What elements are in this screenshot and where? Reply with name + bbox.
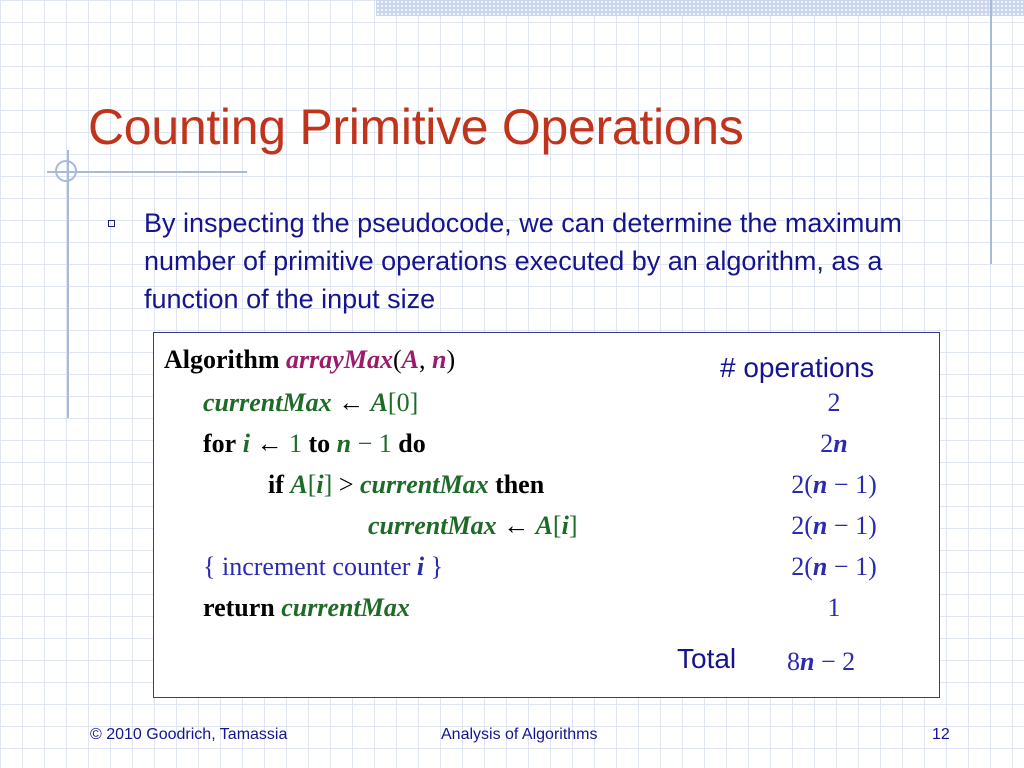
assign-arrow: ← [256, 429, 283, 458]
right-decoration-line [990, 0, 992, 264]
left-decoration-line [67, 150, 69, 418]
op-count-3: 2(n − 1) [791, 470, 877, 499]
array-a: A [370, 388, 388, 417]
algorithm-header-line: Algorithm arrayMax(A, n) [164, 345, 456, 374]
algorithm-name: arrayMax [286, 345, 393, 374]
do-keyword: do [398, 429, 426, 458]
var-n: n [336, 429, 352, 458]
op-count-4: 2(n − 1) [791, 511, 877, 540]
slide-title: Counting Primitive Operations [88, 99, 744, 155]
op-count-6: 1 [827, 593, 841, 622]
for-keyword: for [203, 429, 237, 458]
var-i: i [416, 552, 425, 581]
param-n: n [431, 345, 447, 374]
start-one: 1 [288, 429, 302, 458]
page-number: 12 [932, 726, 950, 743]
then-keyword: then [495, 470, 545, 499]
comment-text: increment counter [221, 552, 411, 581]
title-ornament-circle [55, 160, 77, 182]
operations-header: # operations [720, 352, 875, 383]
minus-sign: − [357, 429, 373, 458]
var-i: i [561, 511, 569, 540]
op-count-1: 2 [827, 388, 841, 417]
if-keyword: if [268, 470, 284, 499]
square-bullet-icon [108, 220, 115, 227]
greater-than-sign: > [338, 470, 354, 499]
var-i: i [242, 429, 250, 458]
pseudocode-line-3 [203, 429, 426, 459]
to-keyword: to [308, 429, 331, 458]
pseudocode-line-6: { increment counter i } [203, 552, 444, 581]
bullet-text: By inspecting the pseudocode, we can determine the maximum number of primitive operations executed by an algorithm, as a function of the input size [144, 208, 902, 314]
return-keyword: return [203, 593, 275, 622]
var-i: i [316, 470, 324, 499]
assign-arrow: ← [503, 511, 530, 540]
op-count-5: 2(n − 1) [791, 552, 877, 581]
pseudocode-line-4: if A[i] > currentMax then [268, 470, 545, 499]
footer-copyright: © 2010 Goodrich, Tamassia [90, 726, 288, 743]
assign-arrow: ← [338, 388, 365, 417]
op-count-2: 2n [820, 429, 848, 458]
var-current-max: currentMax [203, 388, 332, 417]
param-a: A [401, 345, 419, 374]
algorithm-keyword: Algorithm [164, 345, 280, 374]
end-one: 1 [378, 429, 392, 458]
pseudocode-line-2: currentMax ← A[0] [203, 388, 419, 417]
top-decoration-band [376, 0, 1024, 16]
footer-course: Analysis of Algorithms [441, 726, 598, 743]
pseudocode-line-5: currentMax ← A[i] [368, 511, 578, 540]
var-current-max: currentMax [368, 511, 497, 540]
pseudocode-line-7 [203, 593, 410, 623]
var-current-max: currentMax [281, 593, 410, 622]
index-zero: 0 [396, 388, 410, 417]
total-value: 8n − 2 [787, 647, 856, 676]
title-underline [47, 171, 247, 173]
total-label: Total [677, 643, 737, 674]
array-a: A [290, 470, 308, 499]
array-a: A [535, 511, 553, 540]
var-current-max: currentMax [359, 470, 489, 499]
